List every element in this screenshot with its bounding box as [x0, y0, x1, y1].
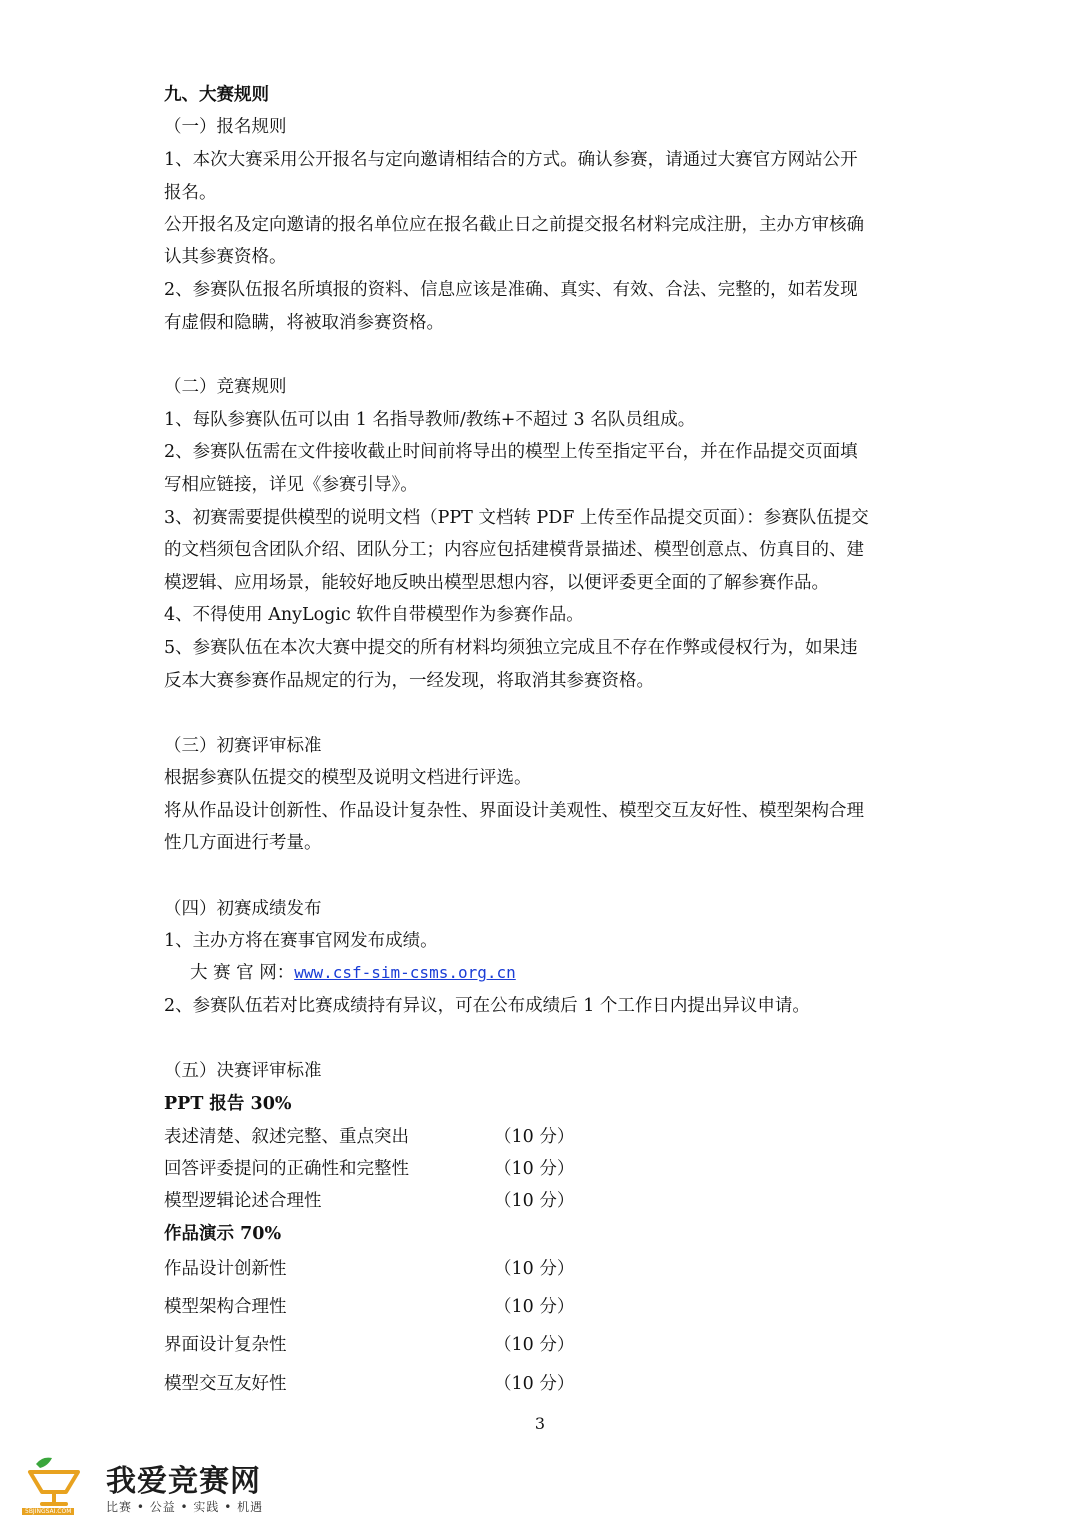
criteria-item: 界面设计复杂性 — [164, 1335, 287, 1355]
s2-p3-l2: 的文档须包含团队介绍、团队分工；内容应包括建模背景描述、模型创意点、仿真目的、建 — [164, 540, 864, 560]
criteria-score: （10 分） — [494, 1335, 575, 1355]
s1-p2-l1: 公开报名及定向邀请的报名单位应在报名截止日之前提交报名材料完成注册，主办方审核确 — [164, 215, 864, 235]
criteria-item: 模型逻辑论述合理性 — [164, 1191, 322, 1211]
s2-p5-l1: 5、参赛队伍在本次大赛中提交的所有材料均须独立完成且不存在作弊或侵权行为，如果违 — [164, 638, 858, 658]
s3-heading: （三）初赛评审标准 — [164, 736, 322, 756]
s1-p1-l1: 1、本次大赛采用公开报名与定向邀请相结合的方式。确认参赛，请通过大赛官方网站公开 — [164, 150, 858, 170]
s1-p2-l2: 认其参赛资格。 — [164, 247, 287, 267]
s5-heading: （五）决赛评审标准 — [164, 1061, 322, 1081]
criteria-score: （10 分） — [494, 1191, 575, 1211]
group1-title: PPT 报告 30% — [164, 1094, 292, 1114]
criteria-item: 模型架构合理性 — [164, 1297, 287, 1317]
page-number: 3 — [534, 1414, 546, 1433]
criteria-item: 表述清楚、叙述完整、重点突出 — [164, 1127, 409, 1147]
s4-p1: 1、主办方将在赛事官网发布成绩。 — [164, 931, 438, 951]
s2-p1-l1: 1、每队参赛队伍可以由 1 名指导教师/教练+不超过 3 名队员组成。 — [164, 410, 696, 430]
s3-p2-l2: 性几方面进行考量。 — [164, 833, 322, 853]
logo-brand: 5BJINGSAI.COM — [22, 1508, 74, 1515]
s1-heading: （一）报名规则 — [164, 117, 287, 137]
site-logo — [22, 1452, 262, 1522]
criteria-score: （10 分） — [494, 1297, 575, 1317]
criteria-score: （10 分） — [494, 1159, 575, 1179]
criteria-score: （10 分） — [494, 1127, 575, 1147]
section-title: 九、大赛规则 — [164, 85, 269, 105]
site-link[interactable]: www.csf-sim-csms.org.cn — [294, 963, 516, 982]
group2-title: 作品演示 70% — [164, 1224, 282, 1244]
s2-p3-l3: 模逻辑、应用场景，能较好地反映出模型思想内容，以便评委更全面的了解参赛作品。 — [164, 573, 829, 593]
s1-p3-l2: 有虚假和隐瞒，将被取消参赛资格。 — [164, 313, 444, 333]
site-label: 大 赛 官 网： — [190, 963, 295, 983]
s4-p2: 2、参赛队伍若对比赛成绩持有异议，可在公布成绩后 1 个工作日内提出异议申请。 — [164, 996, 810, 1016]
s2-p3-l1: 3、初赛需要提供模型的说明文档（PPT 文档转 PDF 上传至作品提交页面）：参赛队伍提交 — [164, 508, 869, 528]
s4-site-line — [190, 962, 950, 984]
s2-p4-l1: 4、不得使用 AnyLogic 软件自带模型作为参赛作品。 — [164, 605, 584, 625]
logo-subtitle: 比赛 • 公益 • 实践 • 机遇 — [106, 1500, 264, 1514]
criteria-item: 回答评委提问的正确性和完整性 — [164, 1159, 409, 1179]
s1-p1-l2: 报名。 — [164, 183, 217, 203]
s3-p1-l1: 根据参赛队伍提交的模型及说明文档进行评选。 — [164, 768, 532, 788]
s2-p5-l2: 反本大赛参赛作品规定的行为，一经发现，将取消其参赛资格。 — [164, 671, 654, 691]
logo-title: 我爱竞赛网 — [106, 1464, 261, 1499]
criteria-score: （10 分） — [494, 1374, 575, 1394]
s2-heading: （二）竞赛规则 — [164, 377, 287, 397]
criteria-item: 模型交互友好性 — [164, 1374, 287, 1394]
s1-p3-l1: 2、参赛队伍报名所填报的资料、信息应该是准确、真实、有效、合法、完整的，如若发现 — [164, 280, 858, 300]
s4-heading: （四）初赛成绩发布 — [164, 899, 322, 919]
s3-p2-l1: 将从作品设计创新性、作品设计复杂性、界面设计美观性、模型交互友好性、模型架构合理 — [164, 801, 864, 821]
s2-p2-l2: 写相应链接，详见《参赛引导》。 — [164, 475, 418, 495]
trophy-leaf-icon — [22, 1452, 86, 1516]
criteria-score: （10 分） — [494, 1259, 575, 1279]
s2-p2-l1: 2、参赛队伍需在文件接收截止时间前将导出的模型上传至指定平台，并在作品提交页面填 — [164, 442, 858, 462]
criteria-item: 作品设计创新性 — [164, 1259, 287, 1279]
